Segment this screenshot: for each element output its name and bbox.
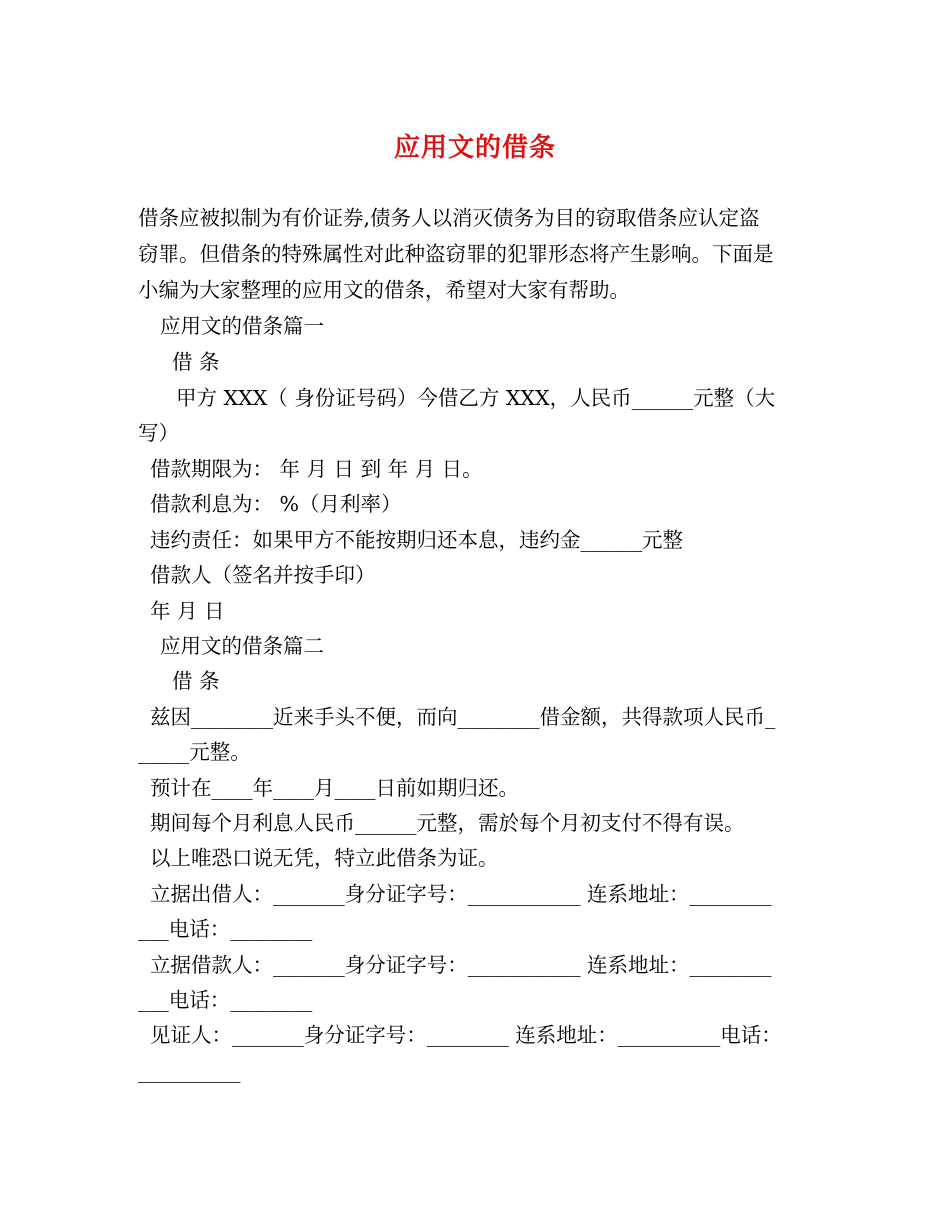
text-line: __________ <box>138 1059 241 1083</box>
text-line: 借款利息为： %（月利率） <box>150 492 402 516</box>
section-heading-2: 应用文的借条篇二 <box>160 634 324 658</box>
note-heading: 借 条 <box>172 350 220 374</box>
text-line: 借款期限为： 年 月 日 到 年 月 日。 <box>150 457 483 481</box>
note-heading: 借 条 <box>172 669 220 693</box>
text-line: 以上唯恐口说无凭，特立此借条为证。 <box>150 846 499 870</box>
paragraph-line: 窃罪。但借条的特殊属性对此种盗窃罪的犯罪形态将产生影响。下面是 <box>138 242 774 266</box>
text-line: 兹因________近来手头不便，而向________借金额，共得款项人民币_ <box>150 705 776 729</box>
text-line: 甲方 XXX（ 身份证号码）今借乙方 XXX，人民币______元整（大 <box>176 386 776 410</box>
text-line: 违约责任：如果甲方不能按期归还本息，违约金______元整 <box>150 528 683 552</box>
text-line: 年 月 日 <box>150 599 225 623</box>
paragraph-line: 借条应被拟制为有价证券,债务人以消灭债务为目的窃取借条应认定盗 <box>138 206 760 230</box>
text-line: 期间每个月利息人民币______元整，需於每个月初支付不得有误。 <box>150 811 745 835</box>
text-line: 预计在____年____月____日前如期归还。 <box>150 776 519 800</box>
text-line: 写） <box>138 421 179 445</box>
text-line: ___电话：________ <box>138 988 313 1012</box>
text-line: _____元整。 <box>138 740 251 764</box>
document-title: 应用文的借条 <box>393 133 556 163</box>
text-line: 立据借款人：_______身分证字号：___________ 连系地址：________ <box>150 953 772 977</box>
section-heading-1: 应用文的借条篇一 <box>160 314 324 338</box>
text-line: 借款人（签名并按手印） <box>150 563 376 587</box>
text-line: 立据出借人：_______身分证字号：___________ 连系地址：________ <box>150 882 772 906</box>
text-line: 见证人：_______身分证字号：________ 连系地址：__________电话： <box>150 1023 782 1047</box>
paragraph-line: 小编为大家整理的应用文的借条，希望对大家有帮助。 <box>138 278 630 302</box>
text-line: ___电话：________ <box>138 917 313 941</box>
